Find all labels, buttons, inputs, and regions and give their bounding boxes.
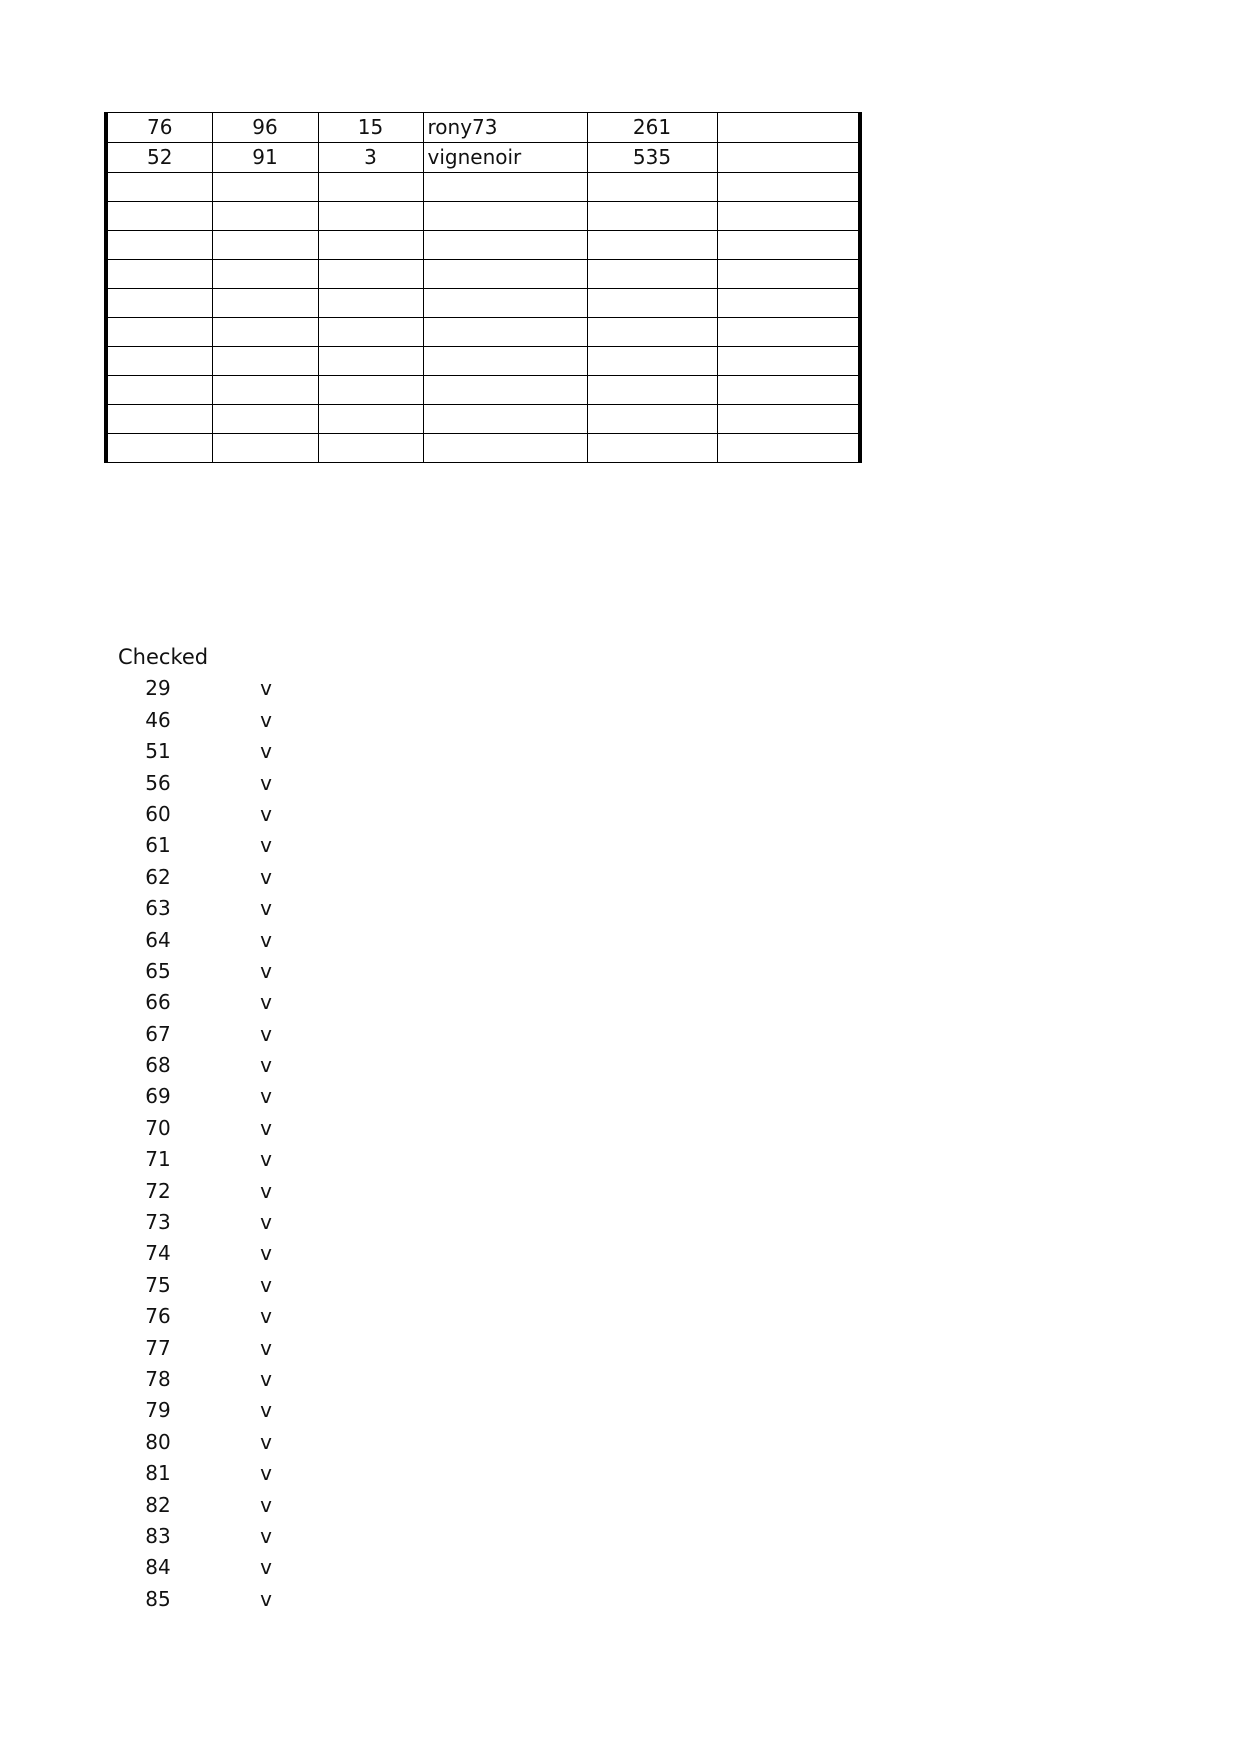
list-item	[118, 1427, 272, 1458]
list-item	[118, 799, 272, 830]
checked-mark: v	[260, 1429, 272, 1454]
table-cell[interactable]	[587, 434, 717, 463]
table-cell[interactable]	[318, 202, 423, 231]
table-cell[interactable]	[318, 347, 423, 376]
checked-number: 82	[145, 1492, 171, 1517]
table-cell[interactable]	[318, 173, 423, 202]
table-cell[interactable]	[423, 318, 587, 347]
checked-number: 63	[145, 896, 171, 921]
table-row	[106, 143, 860, 173]
table-cell[interactable]: rony73	[423, 113, 587, 143]
checked-mark: v	[260, 1084, 272, 1109]
table-cell[interactable]	[212, 231, 318, 260]
table-cell[interactable]: 15	[318, 113, 423, 143]
table-cell[interactable]	[106, 260, 212, 289]
table-cell[interactable]	[587, 289, 717, 318]
list-item	[118, 830, 272, 861]
table-cell[interactable]	[587, 173, 717, 202]
table-cell[interactable]	[318, 376, 423, 405]
table-row	[106, 434, 860, 463]
table-cell[interactable]	[717, 347, 860, 376]
list-item	[118, 1113, 272, 1144]
table-cell[interactable]	[423, 202, 587, 231]
table-cell[interactable]	[212, 260, 318, 289]
checked-mark: v	[260, 896, 272, 921]
table-cell[interactable]	[717, 289, 860, 318]
table-cell[interactable]	[717, 231, 860, 260]
table-cell[interactable]	[717, 143, 860, 173]
table-cell[interactable]: 91	[212, 143, 318, 173]
list-item	[118, 862, 272, 893]
checked-number: 60	[145, 801, 171, 826]
checked-number: 73	[145, 1210, 171, 1235]
table-cell[interactable]	[717, 260, 860, 289]
checked-number: 77	[145, 1335, 171, 1360]
checked-mark: v	[260, 1398, 272, 1423]
checked-number: 64	[145, 927, 171, 952]
list-item	[118, 1458, 272, 1489]
list-item	[118, 1364, 272, 1395]
checked-number: 78	[145, 1366, 171, 1391]
list-item	[118, 1238, 272, 1269]
table-row	[106, 260, 860, 289]
checked-mark: v	[260, 958, 272, 983]
checked-mark: v	[260, 1304, 272, 1329]
table-cell[interactable]	[212, 289, 318, 318]
list-item	[118, 1301, 272, 1332]
checked-mark: v	[260, 1053, 272, 1078]
table-cell[interactable]	[318, 260, 423, 289]
table-cell[interactable]	[106, 405, 212, 434]
table-cell[interactable]	[587, 376, 717, 405]
checked-mark: v	[260, 1523, 272, 1548]
list-item	[118, 736, 272, 767]
checked-mark: v	[260, 927, 272, 952]
checked-number: 69	[145, 1084, 171, 1109]
table-cell[interactable]	[212, 347, 318, 376]
table-cell[interactable]	[717, 376, 860, 405]
table-cell[interactable]	[423, 347, 587, 376]
table-cell[interactable]	[587, 405, 717, 434]
checked-mark: v	[260, 1335, 272, 1360]
checked-mark: v	[260, 1555, 272, 1580]
checked-mark: v	[260, 990, 272, 1015]
table-cell[interactable]: 3	[318, 143, 423, 173]
list-item	[118, 956, 272, 987]
list-item	[118, 705, 272, 736]
list-item	[118, 673, 272, 704]
list-item	[118, 1584, 272, 1615]
table-cell[interactable]: 76	[106, 113, 212, 143]
list-item	[118, 1081, 272, 1112]
checked-number: 66	[145, 990, 171, 1015]
checked-mark: v	[260, 707, 272, 732]
table-cell[interactable]	[587, 347, 717, 376]
table-row	[106, 376, 860, 405]
checked-number: 75	[145, 1272, 171, 1297]
table-body	[106, 113, 860, 463]
table-cell[interactable]: 96	[212, 113, 318, 143]
table-cell[interactable]	[423, 405, 587, 434]
table-row	[106, 405, 860, 434]
checked-mark: v	[260, 1210, 272, 1235]
checked-number: 29	[145, 676, 171, 701]
list-item	[118, 925, 272, 956]
table-cell[interactable]	[587, 318, 717, 347]
list-item	[118, 1521, 272, 1552]
checked-mark: v	[260, 1115, 272, 1140]
checked-mark: v	[260, 1147, 272, 1172]
table-cell[interactable]	[587, 231, 717, 260]
table-cell[interactable]	[423, 260, 587, 289]
list-item	[118, 1333, 272, 1364]
table-cell[interactable]	[106, 376, 212, 405]
list-item	[118, 987, 272, 1018]
checked-number: 51	[145, 739, 171, 764]
table-cell[interactable]	[318, 405, 423, 434]
checked-number: 80	[145, 1429, 171, 1454]
checked-number: 72	[145, 1178, 171, 1203]
table-cell[interactable]	[423, 434, 587, 463]
table-cell[interactable]	[212, 202, 318, 231]
checked-number: 61	[145, 833, 171, 858]
table-cell[interactable]	[423, 289, 587, 318]
table-cell[interactable]	[212, 173, 318, 202]
table-cell[interactable]	[106, 434, 212, 463]
table-cell[interactable]	[318, 289, 423, 318]
data-table	[104, 112, 862, 463]
list-item	[118, 1144, 272, 1175]
checked-mark: v	[260, 864, 272, 889]
table-cell[interactable]	[318, 434, 423, 463]
table-row	[106, 113, 860, 143]
checked-rows	[118, 673, 272, 1615]
list-item	[118, 1490, 272, 1521]
table-cell[interactable]	[717, 113, 860, 143]
table-row	[106, 202, 860, 231]
table-cell[interactable]: 52	[106, 143, 212, 173]
checked-mark: v	[260, 833, 272, 858]
list-item	[118, 1050, 272, 1081]
table-cell[interactable]	[423, 173, 587, 202]
table-cell[interactable]	[106, 202, 212, 231]
checked-number: 70	[145, 1115, 171, 1140]
table-cell[interactable]	[212, 376, 318, 405]
table-cell[interactable]: 261	[587, 113, 717, 143]
checked-number: 85	[145, 1586, 171, 1611]
table-cell[interactable]	[587, 202, 717, 231]
table-cell[interactable]	[318, 231, 423, 260]
checked-mark: v	[260, 1272, 272, 1297]
table-cell[interactable]	[717, 405, 860, 434]
list-item	[118, 1019, 272, 1050]
table-row	[106, 173, 860, 202]
checked-number: 46	[145, 707, 171, 732]
checked-number: 56	[145, 770, 171, 795]
table-cell[interactable]	[587, 260, 717, 289]
table-cell[interactable]	[212, 405, 318, 434]
checked-mark: v	[260, 1492, 272, 1517]
table-row	[106, 318, 860, 347]
table-cell[interactable]	[318, 318, 423, 347]
list-item	[118, 893, 272, 924]
checked-number: 68	[145, 1053, 171, 1078]
checked-mark: v	[260, 1178, 272, 1203]
list-item	[118, 1270, 272, 1301]
table-cell[interactable]: vignenoir	[423, 143, 587, 173]
checked-mark: v	[260, 1021, 272, 1046]
table-cell[interactable]	[212, 434, 318, 463]
list-item	[118, 1176, 272, 1207]
checked-header: Checked	[118, 645, 209, 669]
table-cell[interactable]	[423, 231, 587, 260]
checked-number: 74	[145, 1241, 171, 1266]
table-cell[interactable]: 535	[587, 143, 717, 173]
table-cell[interactable]	[717, 202, 860, 231]
checked-mark: v	[260, 1366, 272, 1391]
checked-list	[118, 642, 272, 1615]
checked-number: 71	[145, 1147, 171, 1172]
checked-number: 83	[145, 1523, 171, 1548]
checked-mark: v	[260, 676, 272, 701]
table-cell[interactable]	[106, 289, 212, 318]
table-cell[interactable]	[106, 318, 212, 347]
table-row	[106, 347, 860, 376]
checked-number: 79	[145, 1398, 171, 1423]
table-cell[interactable]	[106, 173, 212, 202]
checked-mark: v	[260, 770, 272, 795]
table-cell[interactable]	[423, 376, 587, 405]
checked-mark: v	[260, 739, 272, 764]
table-cell[interactable]	[106, 231, 212, 260]
checked-number: 81	[145, 1461, 171, 1486]
list-item	[118, 768, 272, 799]
table-cell[interactable]	[212, 318, 318, 347]
table-cell[interactable]	[106, 347, 212, 376]
checked-mark: v	[260, 801, 272, 826]
checked-mark: v	[260, 1241, 272, 1266]
checked-number: 84	[145, 1555, 171, 1580]
list-item	[118, 1552, 272, 1583]
table-cell[interactable]	[717, 173, 860, 202]
table-cell[interactable]	[717, 318, 860, 347]
checked-number: 76	[145, 1304, 171, 1329]
table-cell[interactable]	[717, 434, 860, 463]
checked-number: 62	[145, 864, 171, 889]
checked-number: 67	[145, 1021, 171, 1046]
list-item	[118, 1395, 272, 1426]
list-item	[118, 1207, 272, 1238]
checked-mark: v	[260, 1586, 272, 1611]
table-row	[106, 289, 860, 318]
checked-number: 65	[145, 958, 171, 983]
checked-mark: v	[260, 1461, 272, 1486]
table-row	[106, 231, 860, 260]
